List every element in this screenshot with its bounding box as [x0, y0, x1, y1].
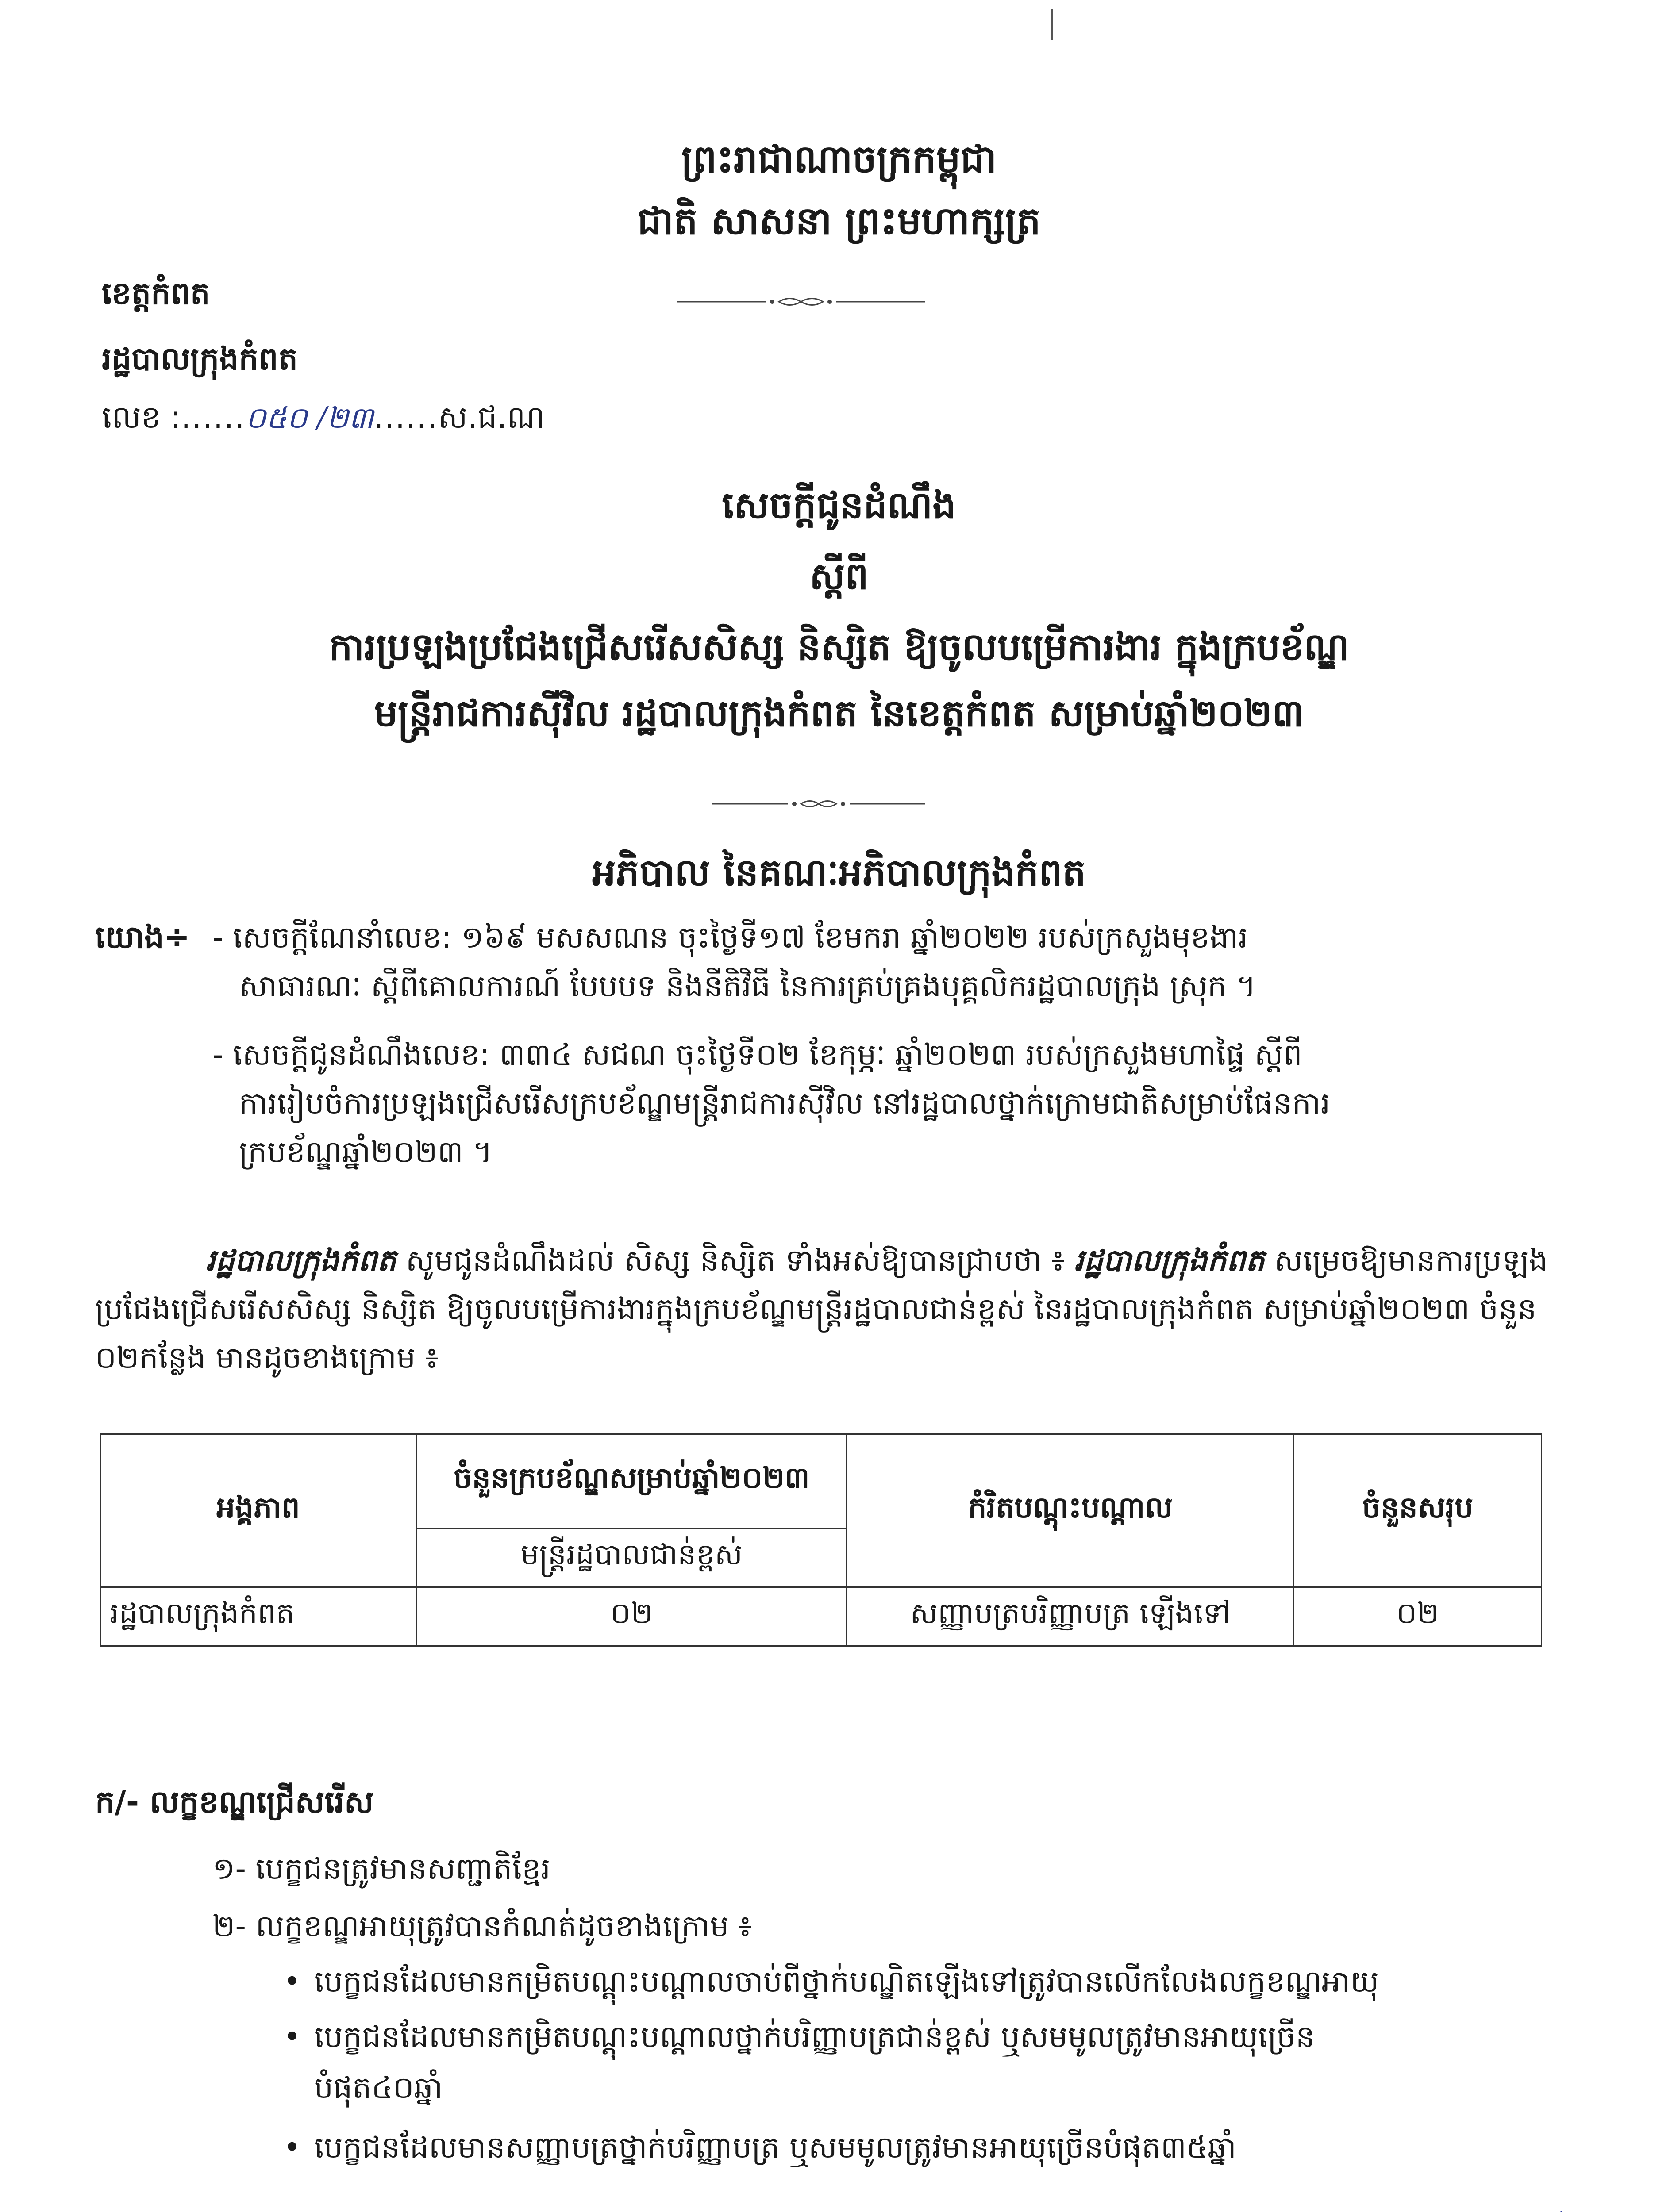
reference-1-line-2: សាធារណៈ ស្តីពីគោលការណ៍ បែបបទ និងនីតិវិធី នៃការគ្រប់គ្រងបុគ្គលិករដ្ឋបាលក្រុង ស្រុក ។ — [239, 969, 1256, 1004]
references-label: យោង÷ — [95, 919, 190, 955]
condition-item-2: ២- លក្ខខណ្ឌអាយុត្រូវបានកំណត់ដូចខាងក្រោម ៖ — [212, 1909, 752, 1944]
cell-entity: រដ្ឋបាលក្រុងកំពត — [100, 1587, 416, 1646]
intro-subject-2: រដ្ឋបាលក្រុងកំពត — [1074, 1243, 1265, 1278]
age-bullet-3-text: បេក្ខជនដែលមានសញ្ញាបត្រថ្នាក់បរិញ្ញាបត្រ ឬសមមូលត្រូវមានអាយុច្រើនបំផុត៣៥ឆ្នាំ — [314, 2130, 1236, 2165]
intro-text-2: សម្រេចឱ្យមានការប្រឡងប្រជែងជ្រើសរើសសិស្ស និស្សិត ឱ្យចូលបម្រើការងារក្នុងក្របខ័ណ្ឌមន្ត្រីរដ្ឋបាលជាន់ខ្ពស់ នៃរដ្ឋបាលក្រុងកំពត សម្រាប់ឆ្នាំ២០២៣ ចំនួន ០២កន្លែង មានដូចខាងក្រោម ៖ — [95, 1243, 1548, 1375]
reference-1-line-1: - សេចក្តីណែនាំលេខ: ១៦៩ មសសណន ចុះថ្ងៃទី១៧ ខែមករា ឆ្នាំ២០២២ របស់ក្រសួងមុខងារ — [212, 920, 1248, 955]
age-bullet-2-continued: បំផុត៤០ឆ្នាំ — [314, 2070, 443, 2105]
intro-subject: រដ្ឋបាលក្រុងកំពត — [206, 1243, 396, 1278]
header-quota-sub: មន្ត្រីរដ្ឋបាលជាន់ខ្ពស់ — [416, 1528, 847, 1587]
intro-paragraph — [95, 1237, 1560, 1382]
bullet-icon: • — [283, 2130, 301, 2165]
reference-2-line-1: - សេចក្តីជូនដំណឹងលេខ: ៣៣៤ សជណ ចុះថ្ងៃទី០២ ខែកុម្ភៈ ឆ្នាំ២០២៣ របស់ក្រសួងមហាផ្ទៃ ស្តីពី — [212, 1037, 1302, 1072]
subject-line-2: មន្ត្រីរាជការស៊ីវិល រដ្ឋបាលក្រុងកំពត នៃខេត្តកំពត សម្រាប់ឆ្នាំ២០២៣ — [374, 691, 1304, 735]
cell-total: ០២ — [1294, 1587, 1542, 1646]
ref-label: លេខ : — [102, 399, 181, 435]
administration-name: រដ្ឋបាលក្រុងកំពត — [102, 341, 298, 377]
cell-quota: ០២ — [416, 1587, 847, 1646]
header-quota: ចំនួនក្របខ័ណ្ឌសម្រាប់ឆ្នាំ២០២៣ — [416, 1434, 847, 1528]
reference-item-1 — [212, 914, 1562, 1011]
ornament-divider-icon — [712, 796, 925, 811]
header-entity: អង្គភាព — [100, 1434, 416, 1587]
quota-table — [100, 1433, 1542, 1647]
national-motto: ជាតិ សាសនា ព្រះមហាក្សត្រ — [637, 199, 1041, 243]
reference-item-2 — [212, 1031, 1562, 1177]
intro-text-1: សូមជូនដំណឹងដល់ សិស្ស និស្សិត ទាំងអស់ឱ្យបានជ្រាបថា ៖ — [396, 1243, 1074, 1278]
about-label: ស្តីពី — [809, 554, 869, 598]
subject-line-1: ការប្រឡងប្រជែងជ្រើសរើសសិស្ស និស្សិត ឱ្យចូលបម្រើការងារ ក្នុងក្របខ័ណ្ឌ — [329, 625, 1349, 668]
section-a-title: ក/- លក្ខខណ្ឌជ្រើសរើស — [95, 1784, 374, 1820]
province-name: ខេត្តកំពត — [102, 275, 210, 311]
kingdom-heading: ព្រះរាជាណាចក្រកម្ពុជា — [681, 137, 997, 181]
ref-suffix: ស.ជ.ណ — [438, 399, 545, 435]
ornament-divider-icon — [677, 294, 925, 309]
bullet-icon: • — [283, 2020, 301, 2055]
scan-mark — [1051, 9, 1053, 40]
issuer-heading: អភិបាល នៃគណៈអភិបាលក្រុងកំពត — [592, 851, 1086, 894]
condition-item-1: ១- បេក្ខជនត្រូវមានសញ្ជាតិខ្មែរ — [212, 1851, 551, 1886]
bullet-icon: • — [283, 1964, 301, 1999]
ref-number-handwritten: ០៥០ /២៣ — [245, 401, 374, 435]
reference-2-line-3: ក្របខ័ណ្ឌឆ្នាំ២០២៣ ។ — [239, 1135, 493, 1170]
table-row — [100, 1587, 1542, 1646]
reference-number: លេខ :......០៥០ /២៣......ស.ជ.ណ — [102, 399, 545, 435]
document-type: សេចក្តីជូនដំណឹង — [722, 484, 956, 527]
age-bullet-1 — [283, 1958, 1558, 2006]
age-bullet-2 — [283, 2013, 1558, 2062]
age-bullet-1-text: បេក្ខជនដែលមានកម្រិតបណ្តុះបណ្តាលចាប់ពីថ្នាក់បណ្ឌិតឡើងទៅត្រូវបានលើកលែងលក្ខខណ្ឌអាយុ — [314, 1964, 1379, 1999]
header-total: ចំនួនសរុប — [1294, 1434, 1542, 1587]
reference-2-line-2: ការរៀបចំការប្រឡងជ្រើសរើសក្របខ័ណ្ឌមន្ត្រីរាជការស៊ីវិល នៅរដ្ឋបាលថ្នាក់ក្រោមជាតិសម្រាប់ផែនការ — [239, 1086, 1331, 1121]
age-bullet-3 — [283, 2124, 1558, 2172]
signature-initials-icon — [1398, 2208, 1566, 2212]
header-degree: កំរិតបណ្តុះបណ្តាល — [847, 1434, 1294, 1587]
age-bullet-2-text: បេក្ខជនដែលមានកម្រិតបណ្តុះបណ្តាលថ្នាក់បរិញ្ញាបត្រជាន់ខ្ពស់ ឬសមមូលត្រូវមានអាយុច្រើន — [314, 2020, 1315, 2055]
cell-degree: សញ្ញាបត្របរិញ្ញាបត្រ ឡើងទៅ — [847, 1587, 1294, 1646]
